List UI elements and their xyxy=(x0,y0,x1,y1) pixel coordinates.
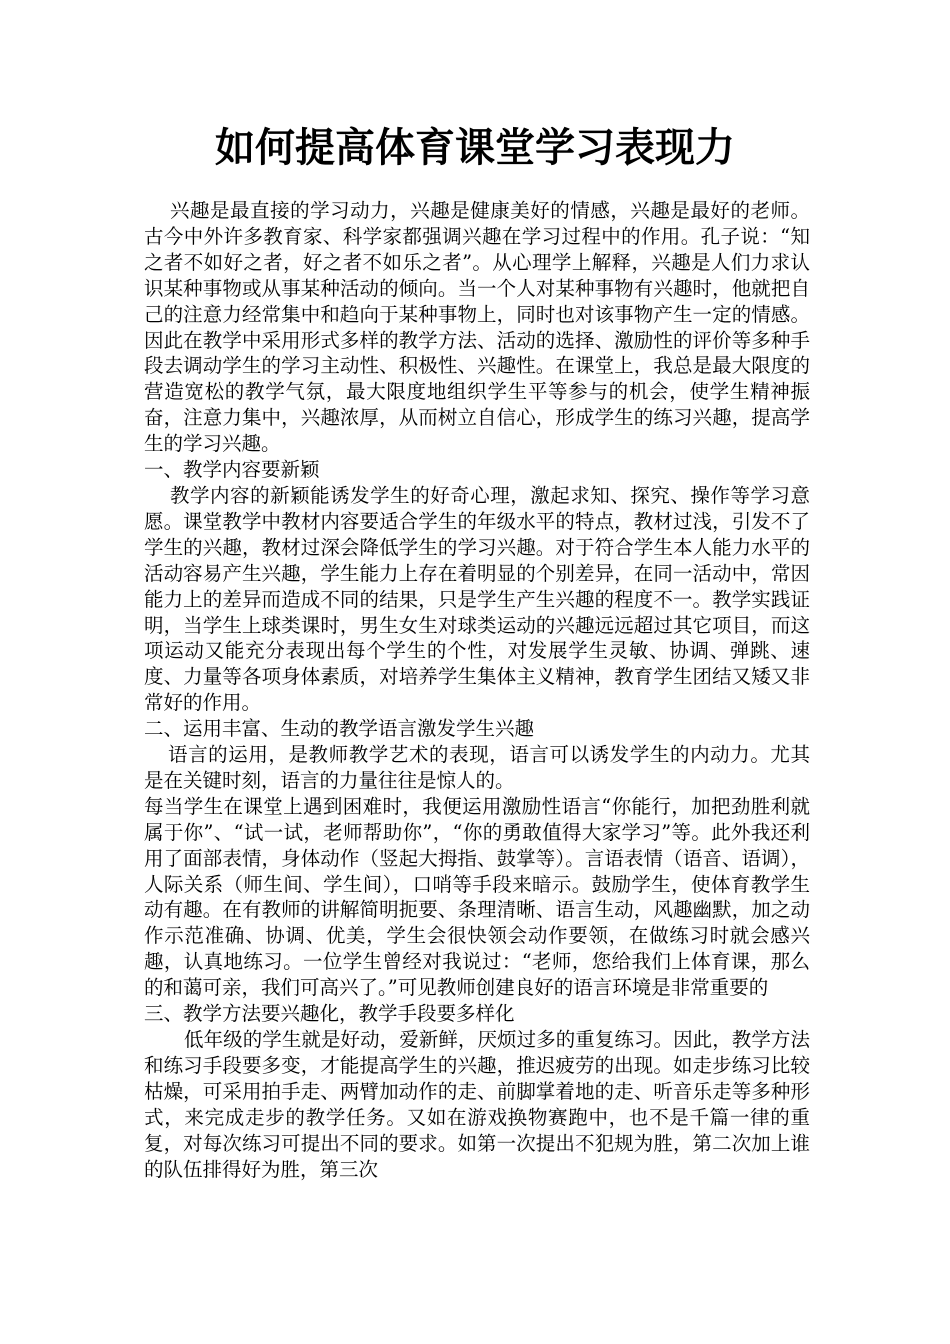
section-paragraph-2a: 语言的运用，是教师教学艺术的表现，语言可以诱发学生的内动力。尤其是在关键时刻，语言的力量往往是惊人的。 xyxy=(144,743,810,792)
section-heading-1: 一、教学内容要新颖 xyxy=(144,458,320,482)
section-heading-3: 三、教学方法要兴趣化，教学手段要多样化 xyxy=(144,1002,515,1026)
section-paragraph-2b: 每当学生在课堂上遇到困难时，我便运用激励性语言“你能行，加把劲胜利就属于你”、“试一试，老师帮助你”，“你的勇敢值得大家学习”等。此外我还利用了面部表情，身体动作（竖起大拇指、鼓掌等）。言语表情（语音、语调），人际关系（师生间、学生间），口哨等手段来暗示。鼓励学生，使体育教学生动有趣。在有教师的讲解简明扼要、条理清晰、语言生动，风趣幽默，加之动作示范准确、协调、优美，学生会很快领会动作要领，在做练习时就会感兴趣，认真地练习。一位学生曾经对我说过：“老师，您给我们上体育课，那么的和蔼可亲，我们可高兴了。”可见教师创建良好的语言环境是非常重要的 xyxy=(144,794,810,1000)
document-title: 如何提高体育课堂学习表现力 xyxy=(215,124,735,171)
section-heading-2: 二、运用丰富、生动的教学语言激发学生兴趣 xyxy=(144,717,535,741)
intro-paragraph: 兴趣是最直接的学习动力，兴趣是健康美好的情感，兴趣是最好的老师。古今中外许多教育家、科学家都强调兴趣在学习过程中的作用。孔子说：“知之者不如好之者，好之者不如乐之者”。从心理学上解释，兴趣是人们力求认识某种事物或从事某种活动的倾向。当一个人对某种事物有兴趣时，他就把自己的注意力经常集中和趋向于某种事物上，同时也对该事物产生一定的情感。因此在教学中采用形式多样的教学方法、活动的选择、激励性的评价等多种手段去调动学生的学习主动性、积极性、兴趣性。在课堂上，我总是最大限度的营造宽松的教学气氛，最大限度地组织学生平等参与的机会，使学生精神振奋，注意力集中，兴趣浓厚，从而树立自信心，形成学生的练习兴趣，提高学生的学习兴趣。 xyxy=(144,199,810,456)
section-paragraph-1: 教学内容的新颖能诱发学生的好奇心理，激起求知、探究、操作等学习意愿。课堂教学中教材内容要适合学生的年级水平的特点，教材过浅，引发不了学生的兴趣，教材过深会降低学生的学习兴趣。对于符合学生本人能力水平的活动容易产生兴趣，学生能力上存在着明显的个别差异，在同一活动中，常因能力上的差异而造成不同的结果，只是学生产生兴趣的程度不一。教学实践证明，当学生上球类课时，男生女生对球类运动的兴趣远远超过其它项目，而这项运动又能充分表现出每个学生的个性，对发展学生灵敏、协调、弹跳、速度、力量等各项身体素质，对培养学生集体主义精神，教育学生团结又矮又非常好的作用。 xyxy=(144,483,810,715)
document-body xyxy=(144,198,810,1182)
section-paragraph-3: 低年级的学生就是好动，爱新鲜，厌烦过多的重复练习。因此，教学方法和练习手段要多变，才能提高学生的兴趣，推迟疲劳的出现。如走步练习比较枯燥，可采用拍手走、两臂加动作的走、前脚掌着地的走、听音乐走等多种形式，来完成走步的教学任务。又如在游戏换物赛跑中，也不是千篇一律的重复，对每次练习可提出不同的要求。如第一次提出不犯规为胜，第二次加上谁的队伍排得好为胜，第三次 xyxy=(144,1028,810,1181)
